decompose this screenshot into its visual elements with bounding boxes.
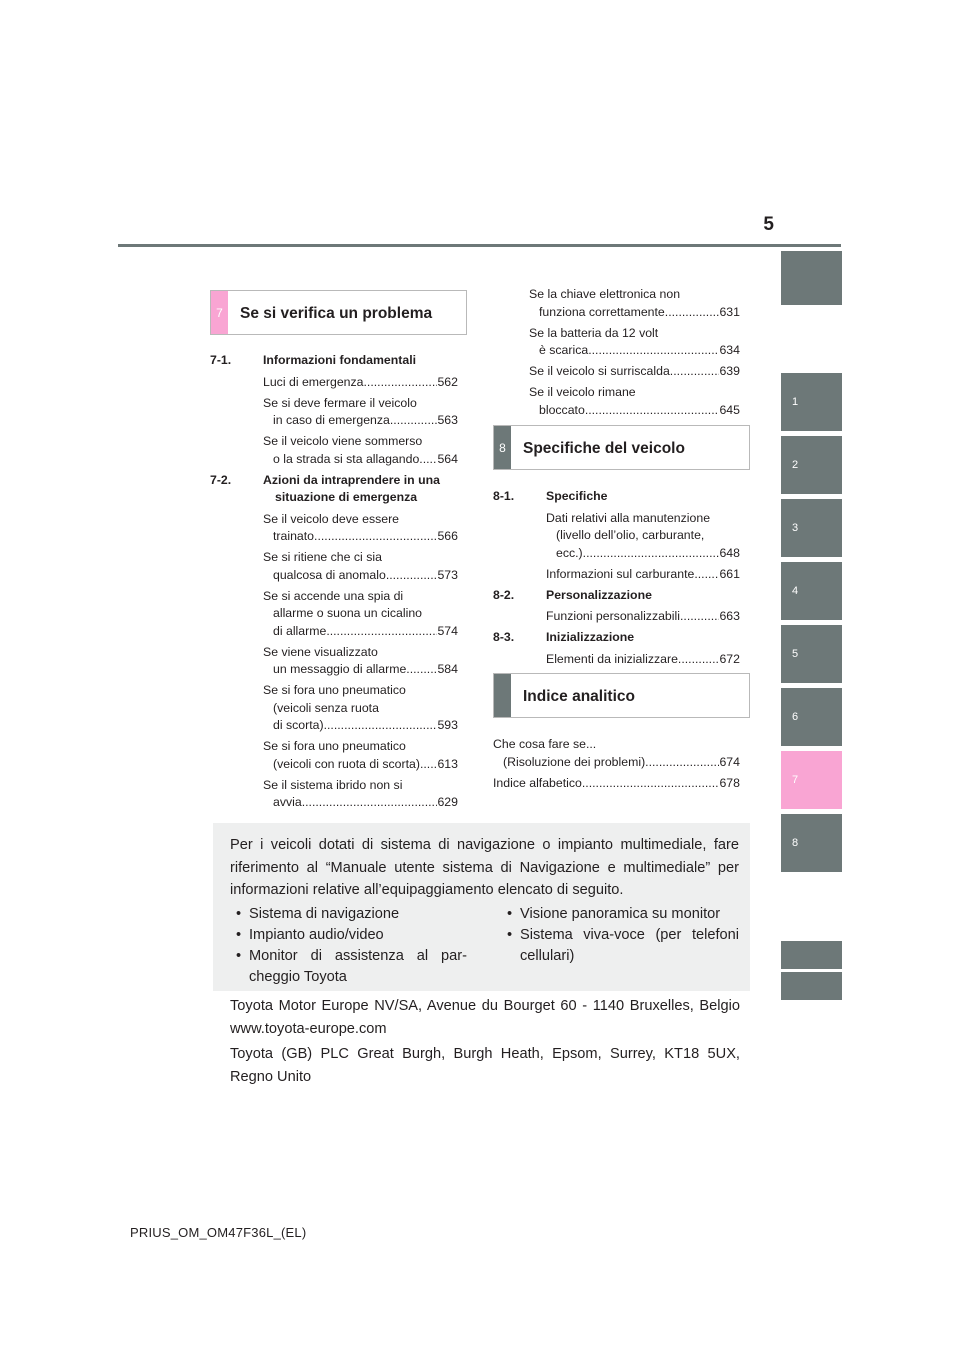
toc-entry-line: Che cosa fare se... xyxy=(493,737,597,751)
toc-leader-dots xyxy=(420,756,438,774)
toc-page-number: 663 xyxy=(719,609,740,623)
side-tab-blank-b[interactable] xyxy=(781,972,842,1000)
toc-section-8-1: 8-1. Specifiche xyxy=(493,489,608,503)
toc-entry-line: Se il sistema ibrido non si xyxy=(263,777,403,792)
toc-section-7-2: 7-2. Azioni da intraprendere in una situazione di emergenza xyxy=(210,472,440,504)
side-tab-1[interactable]: 1 xyxy=(781,373,842,431)
toc-page-number: 573 xyxy=(437,567,458,582)
toc-entry[interactable] xyxy=(263,777,458,812)
section-8-number: 8 xyxy=(494,426,511,469)
toc-entry-title: bloccato xyxy=(539,402,585,417)
toc-entry[interactable] xyxy=(263,644,458,679)
note-list-left xyxy=(231,904,467,988)
toc-entry-title: o la strada si sta allagando xyxy=(273,451,420,466)
toc-entry[interactable] xyxy=(546,566,740,584)
toc-leader-dots xyxy=(419,451,437,469)
toc-left xyxy=(210,352,458,815)
side-tab-4[interactable]: 4 xyxy=(781,562,842,620)
side-tab-7[interactable]: 7 xyxy=(781,751,842,809)
toc-entry[interactable] xyxy=(529,384,740,419)
toc-entry-line: Se viene visualizzato xyxy=(263,644,378,659)
address-europe: Toyota Motor Europe NV/SA, Avenue du Bourget 60 - 1140 Bruxelles, Belgio www.toyota-europe.com xyxy=(230,998,740,1037)
toc-right-section-8 xyxy=(493,488,740,672)
side-tab-3[interactable]: 3 xyxy=(781,499,842,557)
toc-entry-title: ecc.) xyxy=(556,545,583,560)
toc-entry[interactable] xyxy=(546,608,740,626)
toc-entry[interactable] xyxy=(493,736,740,771)
toc-page-number: 613 xyxy=(437,756,458,771)
toc-entry[interactable] xyxy=(263,374,458,392)
toc-entry-line: Se si fora uno pneumatico xyxy=(263,739,406,753)
index-header xyxy=(493,673,750,718)
toc-entry[interactable] xyxy=(529,325,740,360)
toc-entry-line: Se la chiave elettronica non xyxy=(529,287,681,301)
toc-entry[interactable] xyxy=(263,588,458,641)
side-tab-blank-a[interactable] xyxy=(781,941,842,969)
toc-leader-dots xyxy=(326,623,437,641)
toc-page-number: 674 xyxy=(719,754,740,769)
toc-entry-title: (Risoluzione dei problemi) xyxy=(503,754,646,769)
toc-entry-title: di allarme xyxy=(273,623,327,638)
toc-entry-title: un messaggio di allarme xyxy=(273,662,407,676)
note-item: • Sistema viva-voce (per telefoni cellulari) xyxy=(502,925,739,967)
toc-entry-title: avvia xyxy=(273,795,302,809)
toc-section-7-1: 7-1. Informazioni fondamentali xyxy=(210,353,417,367)
side-tab-2[interactable]: 2 xyxy=(781,436,842,494)
toc-entry-title: Funzioni personalizzabili xyxy=(546,609,680,623)
toc-leader-dots xyxy=(302,794,438,812)
note-item: • Sistema di navigazione xyxy=(231,904,467,925)
toc-entry-title: trainato xyxy=(273,529,315,543)
section-7-title: Se si verifica un problema xyxy=(240,305,433,322)
section-7-number: 7 xyxy=(211,291,228,334)
toc-leader-dots xyxy=(678,651,720,669)
side-tab-8[interactable]: 8 xyxy=(781,814,842,872)
toc-leader-dots xyxy=(665,304,720,322)
toc-entry[interactable] xyxy=(263,511,458,546)
toc-page-number: 629 xyxy=(437,795,458,809)
toc-entry-line: (livello dell’olio, carburante, xyxy=(556,528,705,542)
toc-entry-title: Se il veicolo si surriscalda xyxy=(529,364,670,378)
toc-leader-dots xyxy=(406,661,437,679)
toc-entry-title: Indice alfabetico xyxy=(493,775,582,790)
toc-entry[interactable] xyxy=(493,775,740,793)
toc-leader-dots xyxy=(386,567,438,585)
toc-entry[interactable] xyxy=(529,363,740,381)
toc-entry-title: (veicoli con ruota di scorta) xyxy=(273,756,420,771)
toc-entry-title: in caso di emergenza xyxy=(273,413,390,427)
toc-page-number: 672 xyxy=(719,651,740,666)
toc-page-number: 574 xyxy=(437,623,458,638)
toc-leader-dots xyxy=(585,402,720,420)
toc-entry-title: funziona correttamente xyxy=(539,304,665,319)
toc-leader-dots xyxy=(680,608,719,626)
toc-entry-title: Informazioni sul carburante xyxy=(546,566,695,581)
toc-leader-dots xyxy=(670,363,720,381)
toc-entry-line: allarme o suona un cicalino xyxy=(273,606,423,620)
toc-leader-dots xyxy=(588,342,719,360)
toc-page-number: 631 xyxy=(719,304,740,319)
section-8-header xyxy=(493,425,750,470)
toc-entry[interactable] xyxy=(263,738,458,773)
index-title: Indice analitico xyxy=(523,688,635,705)
toc-page-number: 634 xyxy=(719,343,740,357)
document-code: PRIUS_OM_OM47F36L_(EL) xyxy=(130,1225,307,1240)
toc-entry[interactable] xyxy=(263,395,458,430)
toc-page-number: 564 xyxy=(437,451,458,466)
toc-leader-dots xyxy=(582,775,720,793)
toc-page-number: 566 xyxy=(437,529,458,543)
section-7-header xyxy=(210,290,467,335)
toc-entry-line: Se si ritiene che ci sia xyxy=(263,550,382,564)
toc-leader-dots xyxy=(694,566,719,584)
toc-section-8-3: 8-3. Inizializzazione xyxy=(493,630,635,644)
toc-entry[interactable] xyxy=(263,433,458,468)
note-text: Per i veicoli dotati di sistema di navigazione o impianto multimediale, fare riferimento al “Manuale utente sistema di Navigazione e multimediale” per informazioni relative all’equipaggiamento elencato di seguito. xyxy=(230,837,739,898)
toc-page-number: 645 xyxy=(719,402,740,417)
toc-entry-title: Elementi da inizializzare xyxy=(546,651,678,666)
toc-page-number: 661 xyxy=(719,566,740,581)
toc-leader-dots xyxy=(583,545,720,563)
toc-page-number: 562 xyxy=(437,374,458,389)
toc-entry-title: di scorta) xyxy=(273,718,324,732)
toc-right-index xyxy=(493,736,740,796)
toc-page-number: 678 xyxy=(719,775,740,790)
toc-section-8-2: 8-2. Personalizzazione xyxy=(493,587,652,602)
toc-entry[interactable] xyxy=(529,286,740,321)
note-item: • Monitor di assistenza al par-cheggio Toyota xyxy=(231,946,467,988)
toc-page-number: 584 xyxy=(437,662,458,676)
toc-entry-line: Se si accende una spia di xyxy=(263,588,404,603)
address-uk: Toyota (GB) PLC Great Burgh, Burgh Heath, Epsom, Surrey, KT18 5UX, Regno Unito xyxy=(230,1046,740,1085)
toc-entry-line: Se il veicolo deve essere xyxy=(263,511,400,526)
header-rule xyxy=(118,244,841,247)
side-tab-5[interactable]: 5 xyxy=(781,625,842,683)
index-strip xyxy=(494,674,511,717)
section-8-title: Specifiche del veicolo xyxy=(523,440,685,457)
note-item: • Visione panoramica su monitor xyxy=(502,904,739,925)
toc-entry-title: qualcosa di anomalo xyxy=(273,567,386,582)
toc-right-continued xyxy=(476,286,740,423)
toc-entry-line: Dati relativi alla manutenzione xyxy=(546,510,711,525)
toc-entry-line: Se si fora uno pneumatico xyxy=(263,683,406,697)
toc-leader-dots xyxy=(645,754,719,772)
toc-entry-title: è scarica xyxy=(539,343,589,357)
toc-page-number: 648 xyxy=(719,545,740,560)
toc-leader-dots xyxy=(314,528,437,546)
toc-leader-dots xyxy=(363,374,437,392)
toc-page-number: 639 xyxy=(719,364,740,378)
toc-leader-dots xyxy=(390,412,438,430)
navigation-note xyxy=(213,823,750,991)
side-tab-6[interactable]: 6 xyxy=(781,688,842,746)
toc-entry[interactable] xyxy=(263,682,458,735)
side-tab-blank-top[interactable] xyxy=(781,251,842,305)
toc-entry[interactable] xyxy=(263,549,458,584)
note-list-right xyxy=(502,904,739,967)
toc-entry-line: Se il veicolo viene sommerso xyxy=(263,434,423,448)
toc-page-number: 563 xyxy=(437,413,458,427)
toc-entry[interactable] xyxy=(546,651,740,669)
toc-entry-line: Se si deve fermare il veicolo xyxy=(263,395,417,410)
toc-entry-line: Se la batteria da 12 volt xyxy=(529,325,659,340)
toc-entry[interactable] xyxy=(546,510,740,563)
toc-entry-line: (veicoli senza ruota xyxy=(273,700,379,715)
toc-entry-title: Luci di emergenza xyxy=(263,374,364,389)
toc-entry-line: Se il veicolo rimane xyxy=(529,385,636,399)
toc-leader-dots xyxy=(324,717,438,735)
note-item: • Impianto audio/video xyxy=(231,925,467,946)
toc-page-number: 593 xyxy=(437,718,458,732)
page-number: 5 xyxy=(763,214,774,235)
